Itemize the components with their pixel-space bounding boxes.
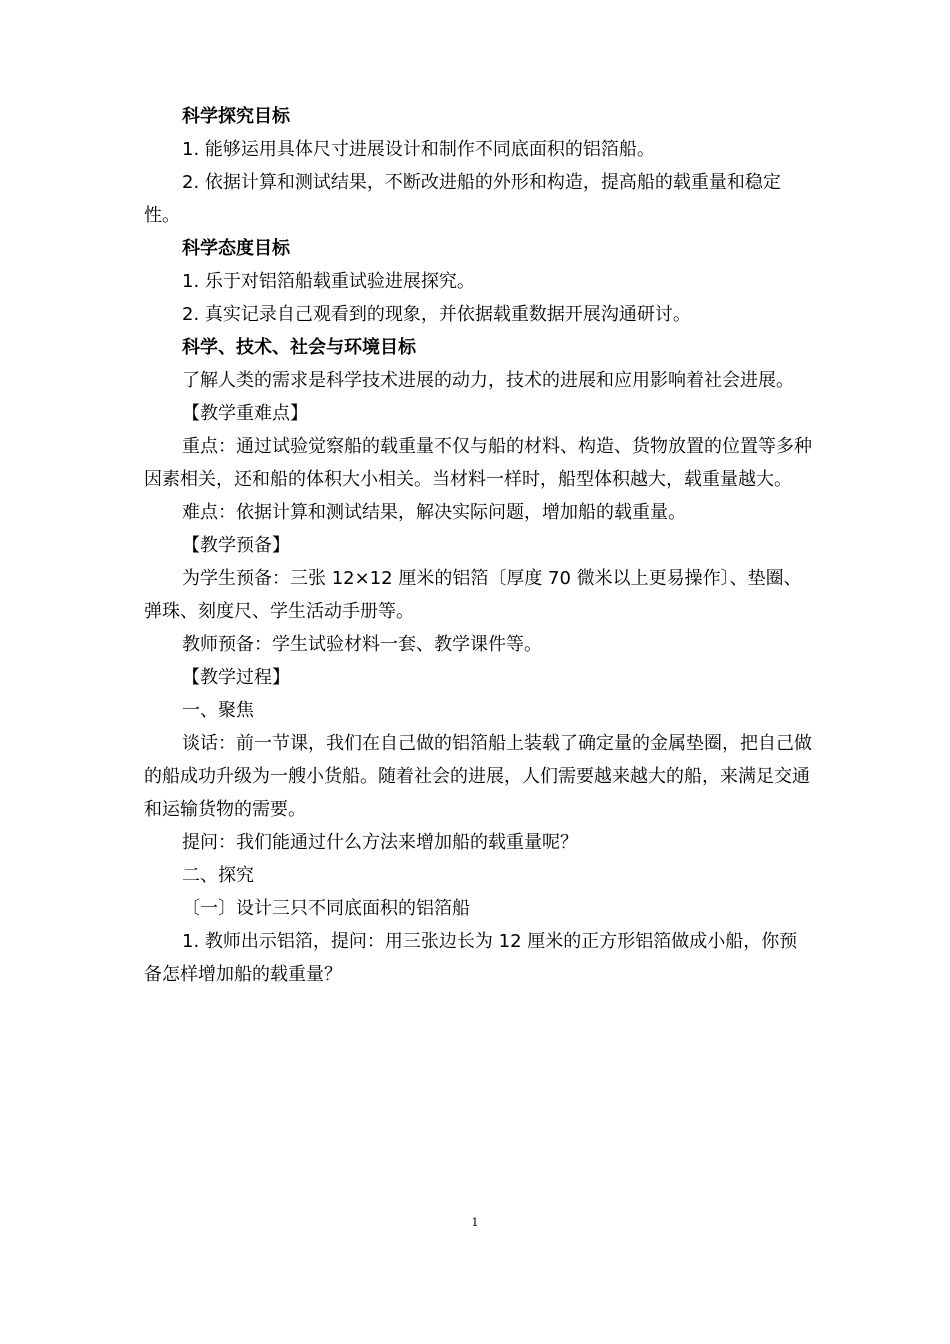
paragraph-key-point: 重点：通过试验觉察船的载重量不仅与船的材料、构造、货物放置的位置等多种因素相关，还和船的体积大小相关。当材料一样时，船型体积越大，载重量越大。 — [144, 436, 812, 490]
paragraph-student-preparation: 为学生预备：三张 12×12 厘米的铝箔〔厚度 70 微米以上更易操作〕、垫圈、弹珠、刻度尺、学生活动手册等。 — [144, 568, 802, 622]
heading-teaching-process: 【教学过程】 — [182, 667, 290, 688]
heading-science-attitude-goals: 科学态度目标 — [182, 238, 290, 259]
paragraph-design-step-1: 1. 教师出示铝箔，提问：用三张边长为 12 厘米的正方形铝箔做成小船，你预备怎样增加船的载重量？ — [144, 931, 798, 985]
heading-focus: 一、聚焦 — [182, 700, 254, 721]
paragraph-attitude-goal-2: 2. 真实记录自己观看到的现象，并依据载重数据开展沟通研讨。 — [182, 304, 691, 325]
heading-design-boats: 〔一〕设计三只不同底面积的铝箔船 — [182, 898, 470, 919]
heading-science-inquiry-goals: 科学探究目标 — [182, 106, 290, 127]
paragraph-teacher-preparation: 教师预备：学生试验材料一套、教学课件等。 — [182, 634, 542, 655]
heading-teaching-preparation: 【教学预备】 — [182, 535, 290, 556]
paragraph-inquiry-goal-1: 1. 能够运用具体尺寸进展设计和制作不同底面积的铝箔船。 — [182, 139, 655, 160]
heading-stse-goals: 科学、技术、社会与环境目标 — [182, 337, 416, 358]
paragraph-difficult-point: 难点：依据计算和测试结果，解决实际问题，增加船的载重量。 — [182, 502, 686, 523]
paragraph-stse-goal: 了解人类的需求是科学技术进展的动力，技术的进展和应用影响着社会进展。 — [182, 370, 794, 391]
paragraph-inquiry-goal-2: 2. 依据计算和测试结果，不断改进船的外形和构造，提高船的载重量和稳定性。 — [144, 172, 781, 226]
paragraph-conversation: 谈话：前一节课，我们在自己做的铝箔船上装载了确定量的金属垫圈，把自己做的船成功升级为一艘小货船。随着社会的进展，人们需要越来越大的船，来满足交通和运输货物的需要。 — [144, 733, 812, 820]
page-number: 1 — [471, 1216, 479, 1229]
paragraph-question: 提问：我们能通过什么方法来增加船的载重量呢？ — [182, 832, 578, 853]
document-body — [144, 100, 812, 991]
heading-key-difficult-points: 【教学重难点】 — [182, 403, 308, 424]
heading-explore: 二、探究 — [182, 865, 254, 886]
paragraph-attitude-goal-1: 1. 乐于对铝箔船载重试验进展探究。 — [182, 271, 475, 292]
